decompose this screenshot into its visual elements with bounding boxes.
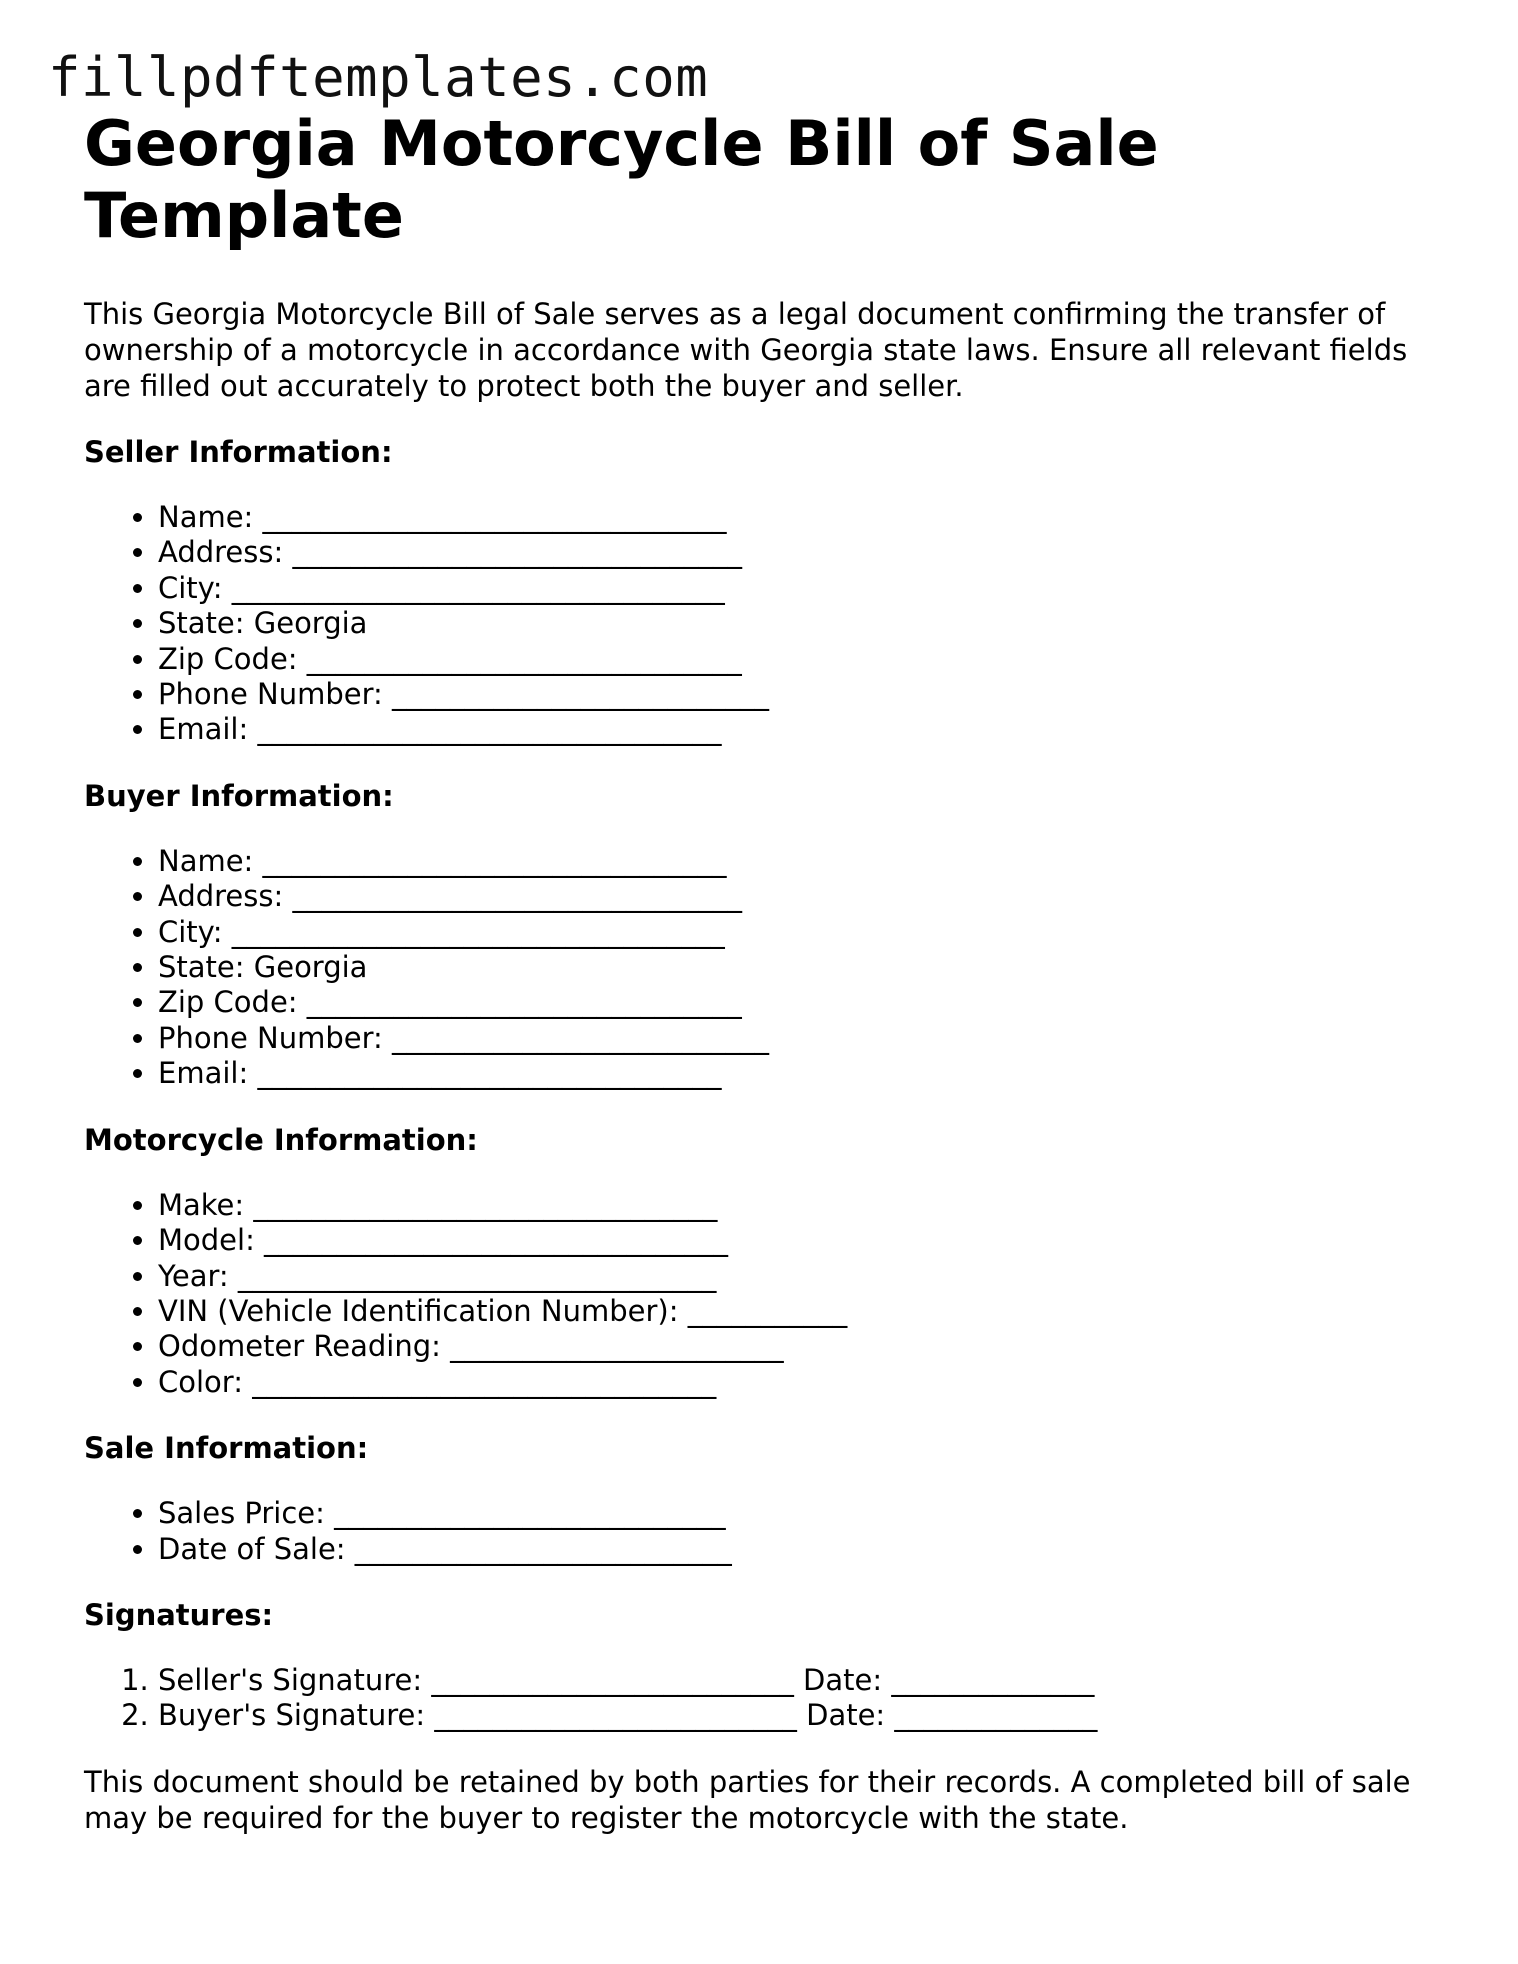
motorcycle-model-field[interactable]: • Model: ________________________________ [158, 1223, 1444, 1258]
motorcycle-make-field[interactable]: • Make: ________________________________ [158, 1188, 1444, 1223]
buyer-address-field[interactable]: • Address: _______________________________ [158, 879, 1444, 914]
signatures-section [84, 1597, 1444, 1734]
signatures-heading: Signatures: [84, 1597, 274, 1632]
document [84, 108, 1444, 1836]
buyer-fields-list [84, 844, 1444, 1092]
buyer-phone-field[interactable]: • Phone Number: __________________________ [158, 1021, 1444, 1056]
closing-paragraph: This document should be retained by both parties for their records. A completed bill of sale may be required for the buyer to register the motorcycle with the state. [84, 1764, 1411, 1835]
buyer-state-field: • State: Georgia [158, 950, 1444, 985]
sale-price-field[interactable]: • Sales Price: ___________________________ [158, 1496, 1444, 1531]
seller-phone-field[interactable]: • Phone Number: __________________________ [158, 677, 1444, 712]
sale-fields-list [84, 1496, 1444, 1567]
motorcycle-section [84, 1122, 1444, 1400]
intro-paragraph: This Georgia Motorcycle Bill of Sale serves as a legal document confirming the transfer of ownership of a motorcycle in accordance with Georgia state laws. Ensure all relevant fields are filled out accurately to protect both the buyer and seller. [84, 297, 1408, 403]
seller-fields-list [84, 500, 1444, 748]
buyer-name-field[interactable]: • Name: ________________________________ [158, 844, 1444, 879]
motorcycle-color-field[interactable]: • Color: ________________________________ [158, 1365, 1444, 1400]
buyer-heading: Buyer Information: [84, 778, 394, 813]
motorcycle-year-field[interactable]: • Year: _________________________________ [158, 1259, 1444, 1294]
seller-heading: Seller Information: [84, 435, 393, 469]
seller-zip-field[interactable]: • Zip Code: ______________________________ [158, 642, 1444, 677]
buyer-zip-field[interactable]: • Zip Code: ______________________________ [158, 985, 1444, 1020]
sale-date-field[interactable]: • Date of Sale: __________________________ [158, 1532, 1444, 1567]
buyer-section [84, 778, 1444, 1092]
seller-section [84, 434, 1444, 748]
sale-heading: Sale Information: [84, 1431, 369, 1466]
motorcycle-fields-list [84, 1188, 1444, 1400]
seller-address-field[interactable]: • Address: _______________________________ [158, 535, 1444, 570]
seller-email-field[interactable]: • Email: ________________________________ [158, 712, 1444, 747]
document-title: Georgia Motorcycle Bill of Sale Template [84, 107, 1159, 252]
motorcycle-vin-field[interactable]: • VIN (Vehicle Identification Number): ___________ [158, 1294, 1444, 1329]
motorcycle-heading: Motorcycle Information: [84, 1122, 478, 1157]
buyer-email-field[interactable]: • Email: ________________________________ [158, 1056, 1444, 1091]
watermark: fillpdftemplates.com [48, 46, 709, 109]
motorcycle-odometer-field[interactable]: • Odometer Reading: _______________________ [158, 1329, 1444, 1364]
seller-city-field[interactable]: • City: __________________________________ [158, 571, 1444, 606]
seller-signature-field[interactable]: 1. Seller's Signature: _________________________ Date: ______________ [158, 1663, 1444, 1698]
seller-state-field: • State: Georgia [158, 606, 1444, 641]
sale-section [84, 1430, 1444, 1567]
seller-name-field[interactable]: • Name: ________________________________ [158, 500, 1444, 535]
buyer-city-field[interactable]: • City: __________________________________ [158, 915, 1444, 950]
signatures-list [84, 1663, 1444, 1734]
buyer-signature-field[interactable]: 2. Buyer's Signature: _________________________ Date: ______________ [158, 1698, 1444, 1733]
